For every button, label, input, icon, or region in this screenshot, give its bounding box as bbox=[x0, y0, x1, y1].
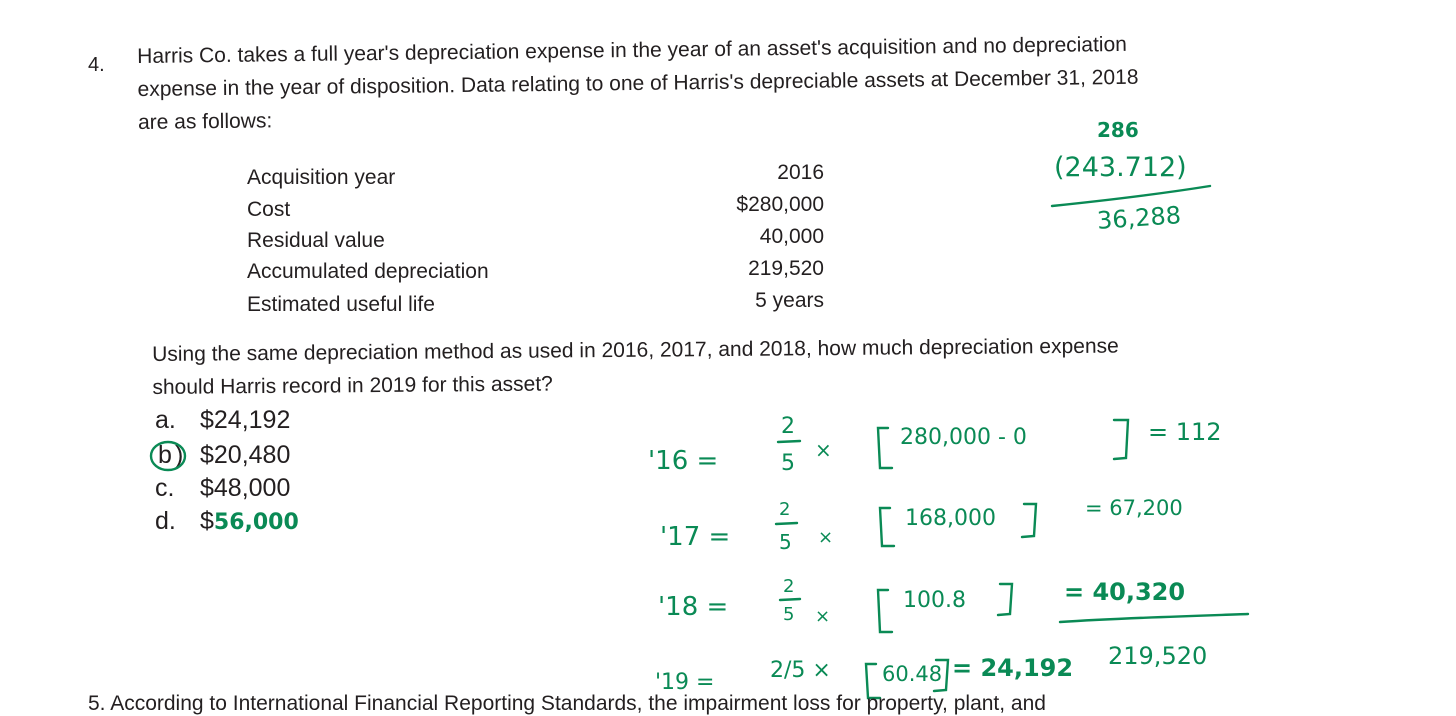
top-underline bbox=[1052, 186, 1210, 206]
fraction-bar bbox=[778, 441, 800, 442]
work-frac-den: 5 bbox=[783, 604, 795, 625]
work-times: × bbox=[815, 438, 832, 462]
work-year: '17 = bbox=[660, 522, 731, 552]
bracket-right bbox=[1022, 504, 1036, 537]
work-frac-inline: 2/5 × bbox=[770, 658, 831, 683]
work-bracket: 100.8 bbox=[903, 588, 966, 613]
fraction-bar bbox=[780, 599, 800, 600]
choice-c[interactable] bbox=[155, 474, 290, 503]
work-year: '19 = bbox=[655, 670, 715, 695]
work-frac-den: 5 bbox=[781, 451, 795, 476]
choice-amount: $48,000 bbox=[200, 474, 291, 502]
bracket-left bbox=[878, 590, 892, 632]
question-prompt bbox=[152, 328, 1323, 404]
prompt-line-1: Using the same depreciation method as used in 2016, 2017, and 2018, how much depreciation expense bbox=[152, 334, 1119, 366]
work-frac-num: 2 bbox=[781, 414, 795, 439]
work-year: '18 = bbox=[658, 592, 729, 622]
choice-letter: b ) bbox=[155, 441, 200, 470]
asset-label-useful-life: Estimated useful life bbox=[247, 293, 435, 316]
asset-value-cost: $280,000 bbox=[736, 193, 824, 216]
choice-amount: $24,192 bbox=[200, 406, 291, 434]
choice-d[interactable] bbox=[155, 507, 299, 536]
choice-letter: d. bbox=[155, 507, 176, 535]
asset-label-residual-value: Residual value bbox=[247, 229, 385, 252]
asset-value-acquisition-year: 2016 bbox=[777, 161, 824, 184]
asset-value-useful-life: 5 years bbox=[755, 289, 824, 312]
choice-amount: $20,480 bbox=[200, 441, 291, 469]
handwritten-top-result: 36,288 bbox=[1096, 201, 1182, 235]
fraction-bar bbox=[776, 523, 797, 524]
question-line-3: are as follows: bbox=[137, 109, 273, 134]
work-bracket: 280,000 - 0 bbox=[900, 425, 1027, 450]
choice-letter: c. bbox=[155, 474, 175, 502]
next-question-partial: 5. According to International Financial Reporting Standards, the impairment loss for property, plant, and bbox=[88, 692, 1046, 715]
sum-underline bbox=[1060, 614, 1248, 622]
work-bracket: 60.48 bbox=[882, 662, 943, 686]
choice-letter-text: b bbox=[158, 441, 172, 469]
bracket-right bbox=[1114, 420, 1128, 459]
work-total: 219,520 bbox=[1108, 642, 1208, 670]
handwritten-top-line-2: (243.712) bbox=[1054, 152, 1187, 183]
question-number: 4. bbox=[88, 54, 105, 76]
choice-a[interactable] bbox=[155, 406, 290, 435]
asset-value-residual-value: 40,000 bbox=[759, 225, 824, 248]
bracket-left bbox=[878, 428, 892, 468]
asset-label-accumulated-depreciation: Accumulated depreciation bbox=[247, 260, 489, 283]
bracket-left bbox=[880, 508, 894, 546]
work-frac-den: 5 bbox=[779, 530, 792, 554]
work-result: = 40,320 bbox=[1064, 578, 1186, 606]
asset-label-cost: Cost bbox=[247, 198, 291, 221]
choice-letter: a. bbox=[155, 406, 176, 434]
work-frac-num: 2 bbox=[783, 576, 795, 597]
work-frac-num: 2 bbox=[779, 499, 791, 520]
asset-label-acquisition-year: Acquisition year bbox=[247, 166, 396, 189]
question-line-1: Harris Co. takes a full year's depreciation expense in the year of an asset's acquisition and no depreciation bbox=[137, 32, 1128, 68]
handwritten-choice-amount: 56,000 bbox=[213, 510, 299, 535]
work-result: = 67,200 bbox=[1085, 496, 1183, 520]
work-times: × bbox=[815, 606, 831, 627]
choice-amount-prefix: $ bbox=[200, 507, 214, 535]
choice-b[interactable] bbox=[155, 441, 290, 470]
bracket-right bbox=[998, 584, 1012, 615]
handwritten-top-line-1: 286 bbox=[1097, 118, 1139, 142]
work-result: = 24,192 bbox=[952, 654, 1074, 682]
question-text bbox=[137, 26, 1318, 139]
work-year: '16 = bbox=[648, 446, 719, 476]
prompt-line-2: should Harris record in 2019 for this asset? bbox=[152, 372, 553, 399]
work-result: = 112 bbox=[1148, 418, 1222, 446]
question-line-2: expense in the year of disposition. Data relating to one of Harris's depreciable assets at December 31, 2018 bbox=[137, 65, 1139, 101]
asset-value-accumulated-depreciation: 219,520 bbox=[748, 257, 824, 280]
work-bracket: 168,000 bbox=[905, 506, 996, 531]
work-times: × bbox=[818, 527, 834, 548]
